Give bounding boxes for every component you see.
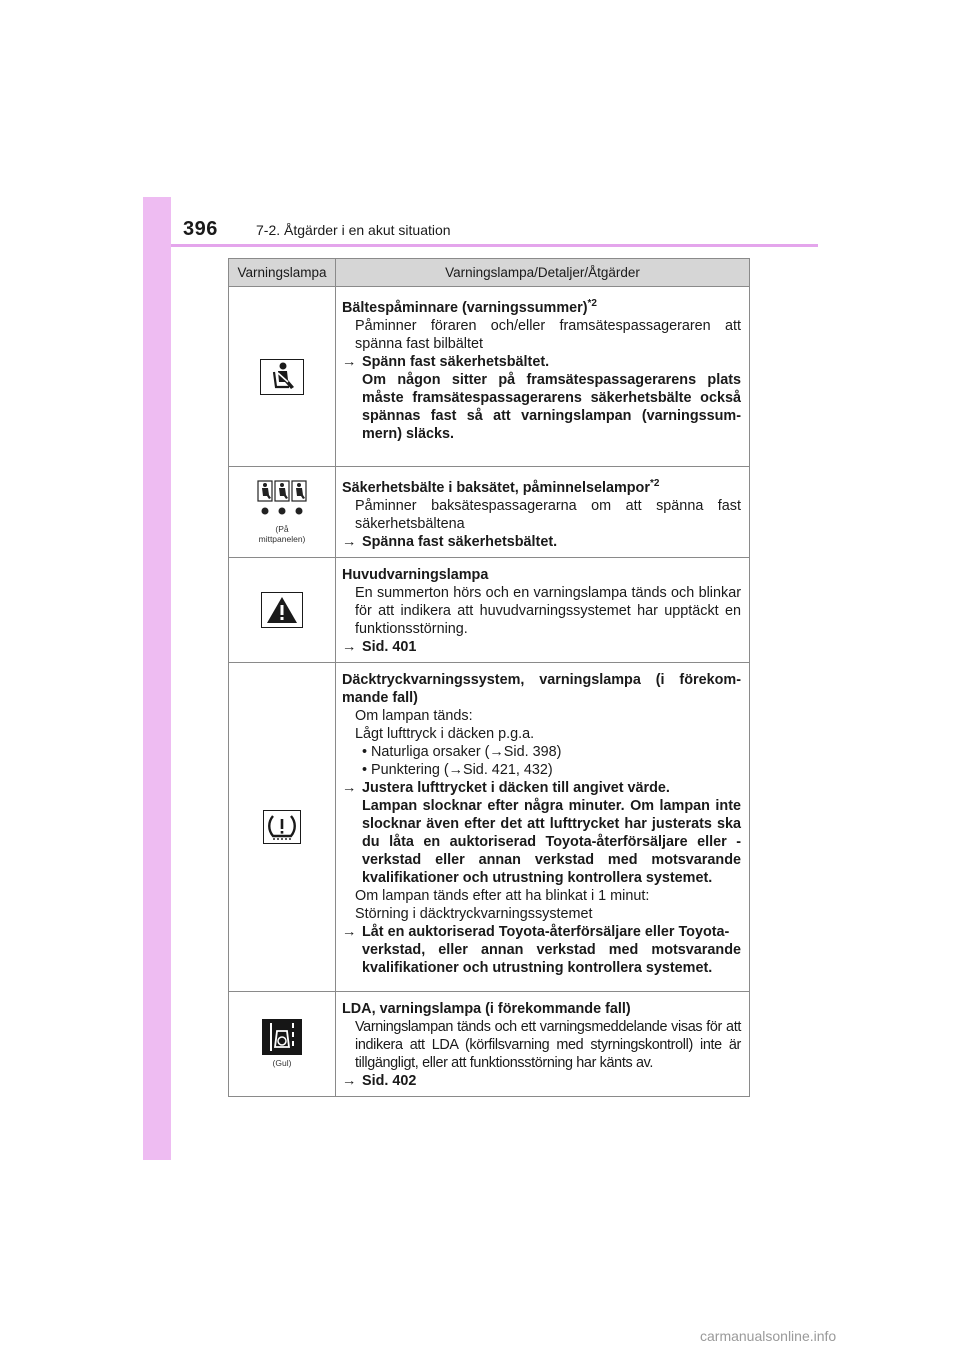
row-description: En summerton hörs och en varningslampa tänds och blinkar för att indikera att huvudvarningssystemet har upptäckt en funktionsstörning. [355, 584, 741, 637]
icon-cell [229, 287, 336, 467]
column-header-details: Varningslampa/Detaljer/Åtgärder [336, 259, 750, 287]
bullet-item: • Punktering (→Sid. 421, 432) [362, 761, 553, 778]
table-row [229, 287, 750, 467]
bullet-item: • Naturliga orsaker (→Sid. 398) [362, 743, 562, 760]
arrow-icon: → [342, 779, 357, 796]
header-rule [171, 244, 818, 247]
icon-cell [229, 467, 336, 558]
icon-cell [229, 557, 336, 662]
row-title: LDA, varningslampa (i förekommande fall) [342, 1000, 631, 1017]
icon-note: (På mittpanelen) [258, 523, 306, 544]
table-header-row [229, 259, 750, 287]
table-row [229, 467, 750, 558]
arrow-icon: → [342, 1072, 357, 1089]
row-title: Bältespåminnare (varningssummer) [342, 299, 588, 316]
arrow-icon: → [342, 638, 357, 655]
row-title: Säkerhetsbälte i baksätet, påminnelselampor [342, 479, 650, 496]
row-description: Varningslampan tänds och ett varningsmeddelande visas för att indikera att LDA (körfilsvarning med styrningskontroll) inte är tillgängligt, eller att funktionsstörning har känts av. [355, 1018, 741, 1071]
row-text: Om lampan tänds: [355, 707, 473, 724]
details-cell [336, 991, 750, 1096]
table-row [229, 557, 750, 662]
table-row [229, 662, 750, 991]
master-warning-icon [261, 592, 303, 628]
chapter-tab-band [143, 197, 171, 1160]
details-cell [336, 557, 750, 662]
footnote-marker: *2 [649, 478, 660, 489]
page-number: 396 [183, 218, 218, 240]
row-action: Spänn fast säkerhetsbältet. [362, 353, 550, 370]
page-reference: Sid. 402 [362, 1072, 417, 1089]
row-action: Låt en auktoriserad Toyota-återförsäljare eller Toyota- [362, 923, 730, 940]
details-cell [336, 662, 750, 991]
row-action-detail: verkstad, eller annan verkstad med motsvarande kvalifikationer och utrustning kontrollera systemet. [362, 941, 741, 976]
row-action: Spänna fast säkerhetsbältet. [362, 533, 558, 550]
row-action-detail: Lampan slocknar efter några minuter. Om lampan inte slocknar även efter det att lufttrycket har justerats ska du låta en auktoriserad Toyota-återförsäljare eller -verkstad eller annan verkstad med motsvarande kvalifikationer och utrustning kontrollera systemet. [362, 797, 741, 886]
column-header-light: Varningslampa [229, 259, 336, 287]
icon-cell [229, 991, 336, 1096]
footnote-marker: *2 [587, 298, 597, 309]
icon-note: (Gul) [272, 1058, 292, 1069]
row-text: Lågt lufttryck i däcken p.g.a. [355, 725, 535, 742]
section-title: 7-2. Åtgärder i en akut situation [256, 222, 451, 238]
tire-pressure-warning-icon [263, 810, 301, 844]
row-title: Huvudvarningslampa [342, 566, 489, 583]
arrow-icon: → [342, 923, 357, 940]
arrow-icon: → [342, 533, 357, 550]
row-description: Påminner föraren och/eller framsätespassageraren att spänna fast bilbältet [355, 317, 741, 352]
row-text: Om lampan tänds efter att ha blinkat i 1 minut: [355, 887, 650, 904]
rear-seatbelt-reminder-icon [257, 480, 307, 521]
seatbelt-warning-icon [260, 359, 304, 395]
details-cell [336, 287, 750, 467]
row-text: Störning i däcktryckvarningssystemet [355, 905, 593, 922]
watermark-footer: carmanualsonline.info [700, 1328, 837, 1344]
row-action: Justera lufttrycket i däcken till angivet värde. [362, 779, 670, 796]
lane-departure-alert-icon [262, 1019, 302, 1055]
icon-cell [229, 662, 336, 991]
row-description: Påminner baksätespassagerarna om att spänna fast säkerhetsbältena [355, 497, 741, 532]
details-cell [336, 467, 750, 558]
warning-light-table [228, 258, 750, 1097]
arrow-icon: → [342, 353, 357, 370]
page-reference: Sid. 401 [362, 638, 417, 655]
row-action-detail: Om någon sitter på framsätespassagerarens plats måste framsätespassagerarens säkerhetsbälte också spännas fast så att varningslampan (varningssum-mern) släcks. [362, 371, 741, 442]
table-row [229, 991, 750, 1096]
row-title: Däcktryckvarningssystem, varningslampa (i förekom-mande fall) [342, 671, 741, 706]
